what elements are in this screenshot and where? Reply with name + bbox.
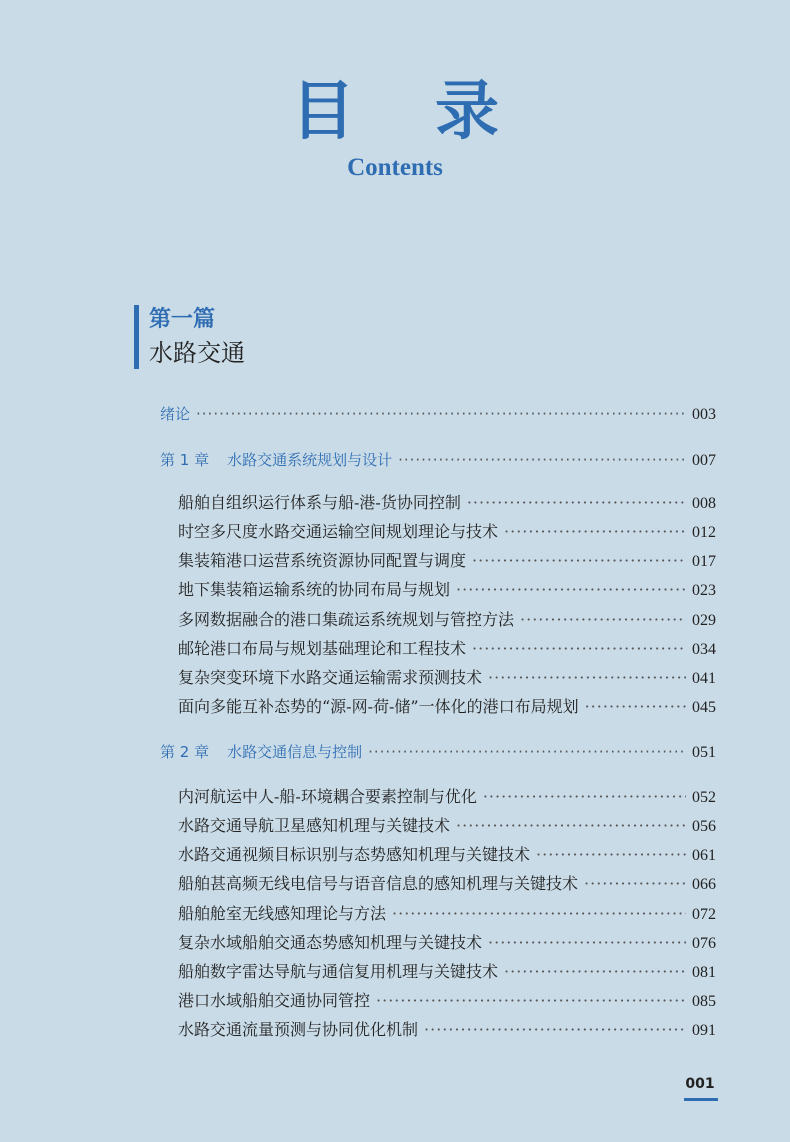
dot-leader: [456, 813, 686, 839]
dot-leader: [398, 447, 686, 473]
section-page: 023: [692, 582, 716, 599]
section-page: 045: [692, 699, 716, 716]
dot-leader: [584, 871, 686, 897]
section-title: 水路交通导航卫星感知机理与关键技术: [178, 816, 451, 835]
dot-leader: [504, 959, 686, 985]
dot-leader: [456, 577, 686, 603]
dot-leader: [376, 988, 686, 1014]
section-title: 地下集装箱运输系统的协同布局与规划: [178, 580, 451, 599]
toc-entry-chapter-1[interactable]: [160, 447, 716, 473]
section-page: 056: [692, 818, 716, 835]
entry-page: 051: [692, 744, 716, 761]
toc-entry-intro[interactable]: [160, 401, 716, 427]
section-page: 029: [692, 612, 716, 629]
contents-heading: [0, 74, 790, 182]
dot-leader: [424, 1017, 686, 1043]
section-page: 012: [692, 524, 716, 541]
section-page: 091: [692, 1022, 716, 1039]
title-char-1: 目: [291, 74, 355, 149]
dot-leader: [196, 401, 686, 427]
entry-page: 003: [692, 406, 716, 423]
toc-entry-section[interactable]: [178, 607, 716, 633]
toc-entry-section[interactable]: [178, 959, 716, 985]
toc-entry-section[interactable]: [178, 490, 716, 516]
toc-entry-section[interactable]: [178, 636, 716, 662]
section-title: 时空多尺度水路交通运输空间规划理论与技术: [178, 522, 499, 541]
dot-leader: [467, 490, 686, 516]
section-title: 内河航运中人-船-环境耦合要素控制与优化: [178, 787, 477, 806]
toc-entry-section[interactable]: [178, 519, 716, 545]
dot-leader: [536, 842, 686, 868]
page-subtitle: Contents: [347, 154, 443, 181]
toc-entry-section[interactable]: [178, 1017, 716, 1043]
dot-leader: [488, 930, 686, 956]
entry-page: 007: [692, 452, 716, 469]
section-page: 061: [692, 847, 716, 864]
section-title: 船舶舱室无线感知理论与方法: [178, 904, 387, 923]
dot-leader: [504, 519, 686, 545]
part-number: 第一篇: [149, 307, 216, 332]
toc-entry-section[interactable]: [178, 871, 716, 897]
section-page: 017: [692, 553, 716, 570]
toc-entry-section[interactable]: [178, 901, 716, 927]
section-title: 多网数据融合的港口集疏运系统规划与管控方法: [178, 610, 515, 629]
section-page: 041: [692, 670, 716, 687]
toc-entry-section[interactable]: [178, 694, 716, 720]
toc-entry-chapter-2[interactable]: [160, 739, 716, 765]
section-title: 复杂水域船舶交通态势感知机理与关键技术: [178, 933, 483, 952]
dot-leader: [488, 665, 686, 691]
section-title: 船舶数字雷达导航与通信复用机理与关键技术: [178, 962, 499, 981]
toc-entry-section[interactable]: [178, 548, 716, 574]
section-page: 072: [692, 906, 716, 923]
chapter-title: 水路交通系统规划与设计: [227, 451, 393, 469]
title-char-2: 录: [435, 74, 499, 149]
section-title: 面向多能互补态势的“源-网-荷-储”一体化的港口布局规划: [178, 697, 579, 716]
section-title: 船舶自组织运行体系与船-港-货协同控制: [178, 493, 461, 512]
toc-entry-section[interactable]: [178, 784, 716, 810]
section-title: 水路交通视频目标识别与态势感知机理与关键技术: [178, 845, 531, 864]
toc-entry-section[interactable]: [178, 813, 716, 839]
chapter-title: 水路交通信息与控制: [227, 743, 363, 761]
dot-leader: [520, 607, 686, 633]
section-title: 船舶甚高频无线电信号与语音信息的感知机理与关键技术: [178, 874, 579, 893]
dot-leader: [472, 548, 686, 574]
section-page: 052: [692, 789, 716, 806]
dot-leader: [585, 694, 686, 720]
section-page: 076: [692, 935, 716, 952]
section-title: 复杂突变环境下水路交通运输需求预测技术: [178, 668, 483, 687]
page-title: [0, 74, 790, 149]
toc-entry-section[interactable]: [178, 665, 716, 691]
dot-leader: [368, 739, 686, 765]
chapter-number: 第 2 章: [160, 743, 210, 761]
section-page: 081: [692, 964, 716, 981]
entry-title: 绪论: [160, 405, 191, 423]
section-title: 集装箱港口运营系统资源协同配置与调度: [178, 551, 467, 570]
page-number-underline: [684, 1098, 718, 1101]
dot-leader: [392, 901, 686, 927]
page-number: 001: [685, 1076, 715, 1092]
part-title: 水路交通: [149, 339, 245, 367]
toc-entry-section[interactable]: [178, 988, 716, 1014]
chapter-number: 第 1 章: [160, 451, 210, 469]
toc-entry-section[interactable]: [178, 842, 716, 868]
section-page: 008: [692, 495, 716, 512]
dot-leader: [483, 784, 686, 810]
section-title: 邮轮港口布局与规划基础理论和工程技术: [178, 639, 467, 658]
section-page: 034: [692, 641, 716, 658]
dot-leader: [472, 636, 686, 662]
section-page: 066: [692, 876, 716, 893]
section-title: 水路交通流量预测与协同优化机制: [178, 1020, 419, 1039]
section-title: 港口水域船舶交通协同管控: [178, 991, 371, 1010]
section-page: 085: [692, 993, 716, 1010]
toc-entry-section[interactable]: [178, 577, 716, 603]
toc-entry-section[interactable]: [178, 930, 716, 956]
part-heading: [134, 305, 245, 369]
